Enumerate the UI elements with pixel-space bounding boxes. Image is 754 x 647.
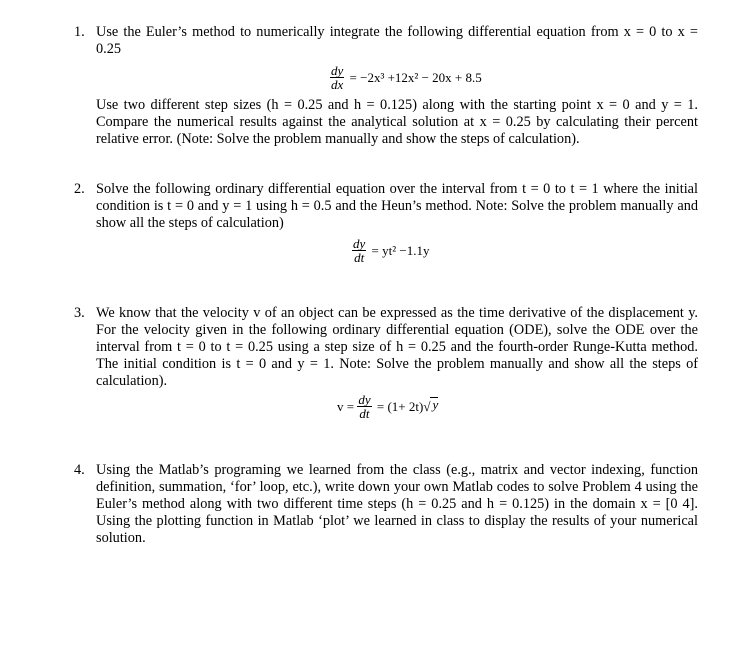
derivative-fraction <box>330 64 344 91</box>
problem-1 <box>74 24 698 58</box>
problem-1-continued <box>74 97 698 148</box>
problem-text: Use two different step sizes (h = 0.25 and h = 0.125) along with the starting point x = 0 and y = 1. Compare the numerical results against the analytical solution at x = 0.25 by calculating their percent relative error. (Note: Solve the problem manually and show the steps of calculation). <box>96 97 698 147</box>
derivative-fraction <box>357 393 371 420</box>
problem-text: Use the Euler’s method to numerically integrate the following differential equation from x = 0 to x = 0.25 <box>96 24 698 57</box>
problem-4 <box>74 462 698 547</box>
fraction-numerator: dy <box>358 392 371 407</box>
equation-1 <box>330 64 482 91</box>
problem-number: 2. <box>74 181 85 197</box>
sqrt-argument: y <box>432 397 439 413</box>
problem-number: 4. <box>74 462 85 478</box>
problem-text: Solve the following ordinary differential equation over the interval from t = 0 to t = 1 where the initial condition is t = 0 and y = 1 using h = 0.5 and the Heun’s method. Note: Solve the problem manually and show all the steps of calculation) <box>96 181 698 231</box>
equation-rhs: = yt² −1.1y <box>371 243 430 258</box>
problem-2 <box>74 181 698 232</box>
fraction-denominator: dt <box>359 406 370 421</box>
equation-2 <box>352 237 429 264</box>
sqrt-sign: √ <box>423 399 431 414</box>
problem-number: 3. <box>74 305 85 321</box>
fraction-denominator: dt <box>354 250 365 265</box>
equation-rhs: = (1+ 2t) <box>376 399 424 414</box>
problem-number: 1. <box>74 24 85 40</box>
fraction-numerator: dy <box>353 236 366 251</box>
problem-text: We know that the velocity v of an object can be expressed as the time derivative of the displacement y. For the velocity given in the following ordinary differential equation (ODE), solve the ODE over the interval from t = 0 to t = 0.25 using a step size of h = 0.25 and the fourth-order Runge-Kutta method. The initial condition is t = 0 and y = 1. Note: Solve the problem manually and show all the steps of calculation). <box>96 305 698 389</box>
derivative-fraction <box>352 237 366 264</box>
problem-text: Using the Matlab’s programing we learned from the class (e.g., matrix and vector indexing, function definition, summation, ‘for’ loop, etc.), write down your own Matlab codes to solve Problem 4 using the Euler’s method along with two different time steps (h = 0.25 and h = 0.125) in the domain x = [0 4]. Using the plotting function in Matlab ‘plot’ we learned in class to display the results of your numerical solution. <box>96 462 698 546</box>
problem-3 <box>74 305 698 390</box>
equation-rhs: = −2x³ +12x² − 20x + 8.5 <box>349 70 482 85</box>
equation-lhs: v = <box>337 399 355 414</box>
fraction-numerator: dy <box>331 63 344 78</box>
fraction-denominator: dx <box>331 77 344 92</box>
equation-3 <box>337 393 438 420</box>
